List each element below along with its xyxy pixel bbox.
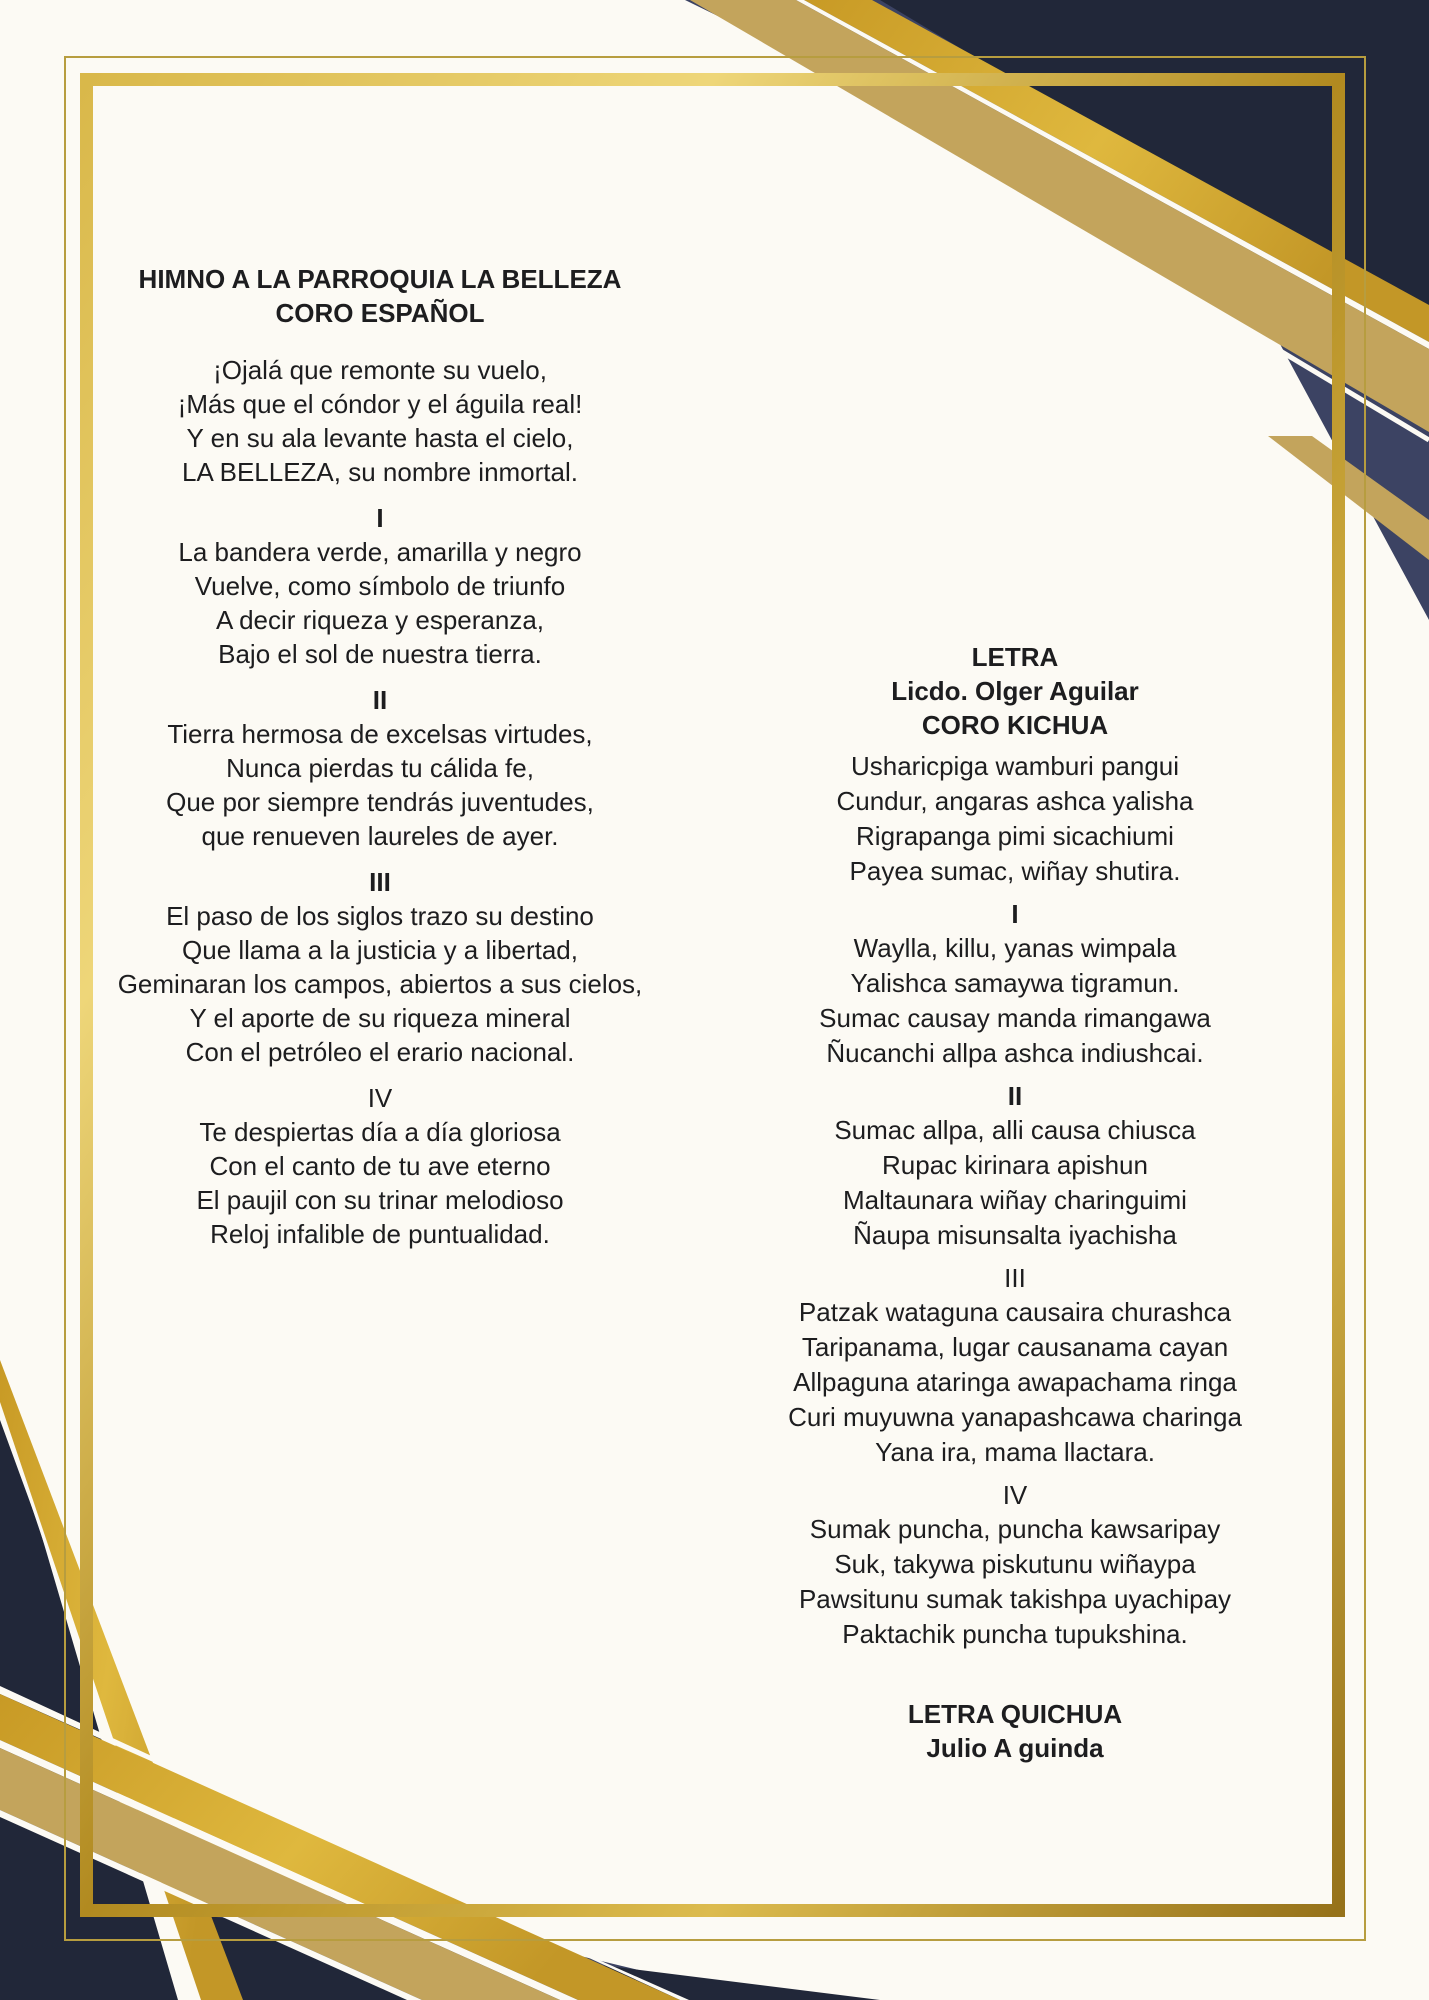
stanza-numeral: II (1007, 1081, 1023, 1111)
letra-quichua-heading: LETRA QUICHUA (907, 1699, 1123, 1729)
spanish-stanza-1 (70, 501, 690, 671)
stanza-numeral: III (1004, 1263, 1026, 1293)
verse-line: Paktachik puncha tupukshina. (842, 1619, 1188, 1649)
kichua-stanza-1 (725, 897, 1305, 1071)
kichua-lyrics-column (725, 640, 1305, 1765)
verse-line: Sumac causay manda rimangawa (819, 1003, 1211, 1033)
stanza-lines (70, 899, 690, 1069)
verse-line: Tierra hermosa de excelsas virtudes, (167, 719, 593, 749)
verse-line: Curi muyuwna yanapashcawa charinga (788, 1402, 1242, 1432)
verse-line: ¡Más que el cóndor y el águila real! (177, 389, 583, 419)
verse-line: LA BELLEZA, su nombre inmortal. (182, 457, 578, 487)
verse-line: Sumac allpa, alli causa chiusca (834, 1115, 1196, 1145)
spanish-lyrics-column (70, 262, 690, 1251)
verse-line: que renueven laureles de ayer. (201, 821, 559, 851)
hymn-title: HIMNO A LA PARROQUIA LA BELLEZA (138, 264, 622, 294)
spanish-stanza-4 (70, 1081, 690, 1251)
letra-author: Licdo. Olger Aguilar (891, 676, 1139, 706)
verse-line: El paso de los siglos trazo su destino (166, 901, 594, 931)
verse-line: Allpaguna ataringa awapachama ringa (793, 1367, 1237, 1397)
stanza-lines (725, 931, 1305, 1071)
stanza-lines (70, 535, 690, 671)
verse-line: Usharicpiga wamburi pangui (850, 751, 1180, 781)
verse-line: Pawsitunu sumak takishpa uyachipay (798, 1584, 1232, 1614)
verse-line: Y en su ala levante hasta el cielo, (186, 423, 574, 453)
kichua-stanza-3 (725, 1261, 1305, 1470)
verse-line: Con el canto de tu ave eterno (209, 1151, 551, 1181)
verse-line: Que llama a la justicia y a libertad, (182, 935, 578, 965)
verse-line: Cundur, angaras ashca yalisha (836, 786, 1194, 816)
verse-line: Te despiertas día a día gloriosa (199, 1117, 561, 1147)
verse-line: Payea sumac, wiñay shutira. (849, 856, 1181, 886)
coro-espanol-stanza (70, 353, 690, 489)
coro-espanol-heading: CORO ESPAÑOL (275, 298, 485, 328)
verse-line: Yana ira, mama llactara. (875, 1437, 1155, 1467)
verse-line: Rupac kirinara apishun (882, 1150, 1148, 1180)
verse-line: Rigrapanga pimi sicachiumi (856, 821, 1174, 851)
stanza-numeral: I (1011, 899, 1019, 929)
stanza-lines (70, 717, 690, 853)
kichua-stanza-2 (725, 1079, 1305, 1253)
verse-line: Ñaupa misunsalta iyachisha (853, 1220, 1177, 1250)
stanza-numeral: III (369, 867, 391, 897)
stanza-lines (70, 1115, 690, 1251)
verse-line: Bajo el sol de nuestra tierra. (218, 639, 542, 669)
verse-line: Y el aporte de su riqueza mineral (189, 1003, 571, 1033)
verse-line: Taripanama, lugar causanama cayan (801, 1332, 1229, 1362)
stanza-numeral: I (376, 503, 384, 533)
kichua-credits (725, 1697, 1305, 1765)
verse-line: El paujil con su trinar melodioso (196, 1185, 564, 1215)
stanza-lines (725, 1512, 1305, 1652)
coro-kichua-heading: CORO KICHUA (921, 710, 1109, 740)
spanish-stanza-3 (70, 865, 690, 1069)
verse-line: Ñucanchi allpa ashca indiushcai. (826, 1038, 1204, 1068)
verse-line: La bandera verde, amarilla y negro (178, 537, 582, 567)
stanza-numeral: II (372, 685, 388, 715)
kichua-stanza-4 (725, 1478, 1305, 1652)
stanza-lines (725, 1295, 1305, 1470)
verse-line: Waylla, killu, yanas wimpala (853, 933, 1177, 963)
verse-line: Nunca pierdas tu cálida fe, (226, 753, 534, 783)
stanza-numeral: IV (1002, 1480, 1028, 1510)
verse-line: Maltaunara wiñay charinguimi (843, 1185, 1187, 1215)
verse-line: Patzak wataguna causaira churashca (798, 1297, 1232, 1327)
spanish-stanza-2 (70, 683, 690, 853)
stanza-numeral: IV (367, 1083, 393, 1113)
verse-line: Que por siempre tendrás juventudes, (166, 787, 594, 817)
verse-line: Suk, takywa piskutunu wiñaypa (834, 1549, 1196, 1579)
verse-line: A decir riqueza y esperanza, (215, 605, 545, 635)
letra-quichua-author: Julio A guinda (926, 1733, 1104, 1763)
verse-line: Geminaran los campos, abiertos a sus cielos, (117, 969, 643, 999)
top-right-corner-decoration (617, 0, 1429, 620)
stanza-lines (725, 1113, 1305, 1253)
verse-line: Vuelve, como símbolo de triunfo (194, 571, 566, 601)
verse-line: Sumak puncha, puncha kawsaripay (809, 1514, 1221, 1544)
verse-line: Con el petróleo el erario nacional. (185, 1037, 575, 1067)
verse-line: ¡Ojalá que remonte su vuelo, (213, 355, 547, 385)
verse-line: Yalishca samaywa tigramun. (850, 968, 1180, 998)
coro-kichua-stanza (725, 749, 1305, 889)
verse-line: Reloj infalible de puntualidad. (210, 1219, 550, 1249)
letra-heading: LETRA (971, 642, 1059, 672)
